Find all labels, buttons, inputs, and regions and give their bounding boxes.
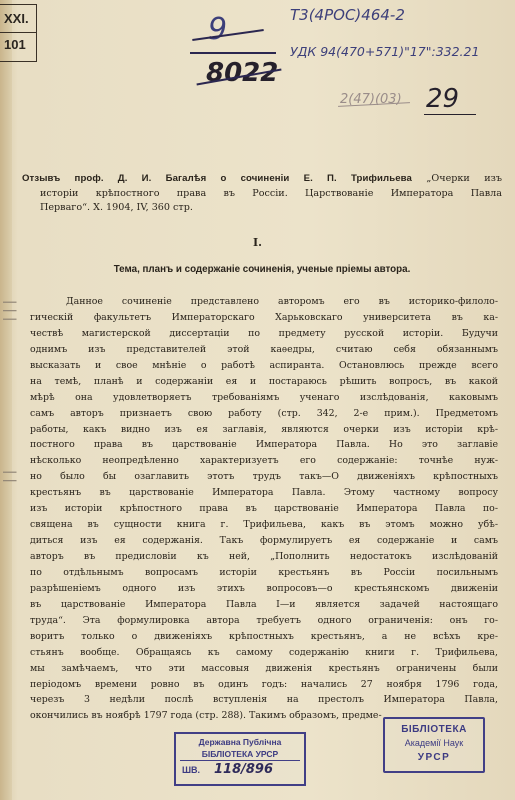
- review-heading: Отзывъ проф. Д. И. Багалѣя о сочиненіи Е. П. Трифильева: [22, 173, 412, 184]
- body-line: авторъ въ предисловіи къ ней, „Пополнить недостатокъ изслѣдованій: [30, 551, 498, 562]
- review-title-block: [22, 172, 502, 216]
- body-line: окончились въ ноябрѣ 1797 года (стр. 288). Такимъ образомъ, предме-: [30, 710, 382, 722]
- body-line: воритъ только о движеніяхъ крѣпостныхъ крестьянъ, а не всѣхъ кре-: [30, 630, 498, 642]
- stamp-public-line1: Державна Публічна: [198, 737, 282, 747]
- handwritten-shelf-number: 9: [208, 12, 228, 47]
- title-line-1: [22, 172, 502, 187]
- body-line: крестьянъ въ царствованіе Императора Павла. Этому частному вопросу: [30, 487, 498, 499]
- academy-library-stamp: [383, 717, 485, 773]
- body-line: нѣсколько неопредѣленно характеризуетъ его содержаніе: точнѣе нуж-: [30, 455, 498, 467]
- body-line: самъ авторъ признаетъ свою работу (стр. 342, 2-е прим.). Предметомъ: [30, 407, 498, 419]
- body-line: изъ исторіи крѣпостного права въ царствованіе Императора Павла по-: [30, 503, 498, 515]
- margin-pencil-mark-1: | | |: [2, 300, 17, 322]
- body-line: однимъ изъ представителей этой каѳедры, считаю себя обязаннымъ: [30, 343, 498, 355]
- body-line: труда“. Эта формулировка автора требуетъ одного ограниченія: онъ го-: [30, 614, 498, 626]
- handwritten-catalog-line2: УДК 94(470+571)"17":332.21: [290, 44, 480, 59]
- section-number: I.: [253, 236, 262, 249]
- body-line: высказать и свое мнѣніе о работѣ аспиранта. Остановлюсь прежде всего: [30, 359, 498, 371]
- stamp-academy-line1: БІБЛІОТЕКА: [401, 724, 467, 735]
- stamp-public-shelf-prefix: ШВ.: [182, 765, 201, 775]
- body-line: гическій факультетъ Императорскаго Харьковскаго университета въ ка-: [30, 311, 498, 323]
- handwritten-catalog-line1: Т3(4РОС)464-2: [290, 6, 405, 24]
- body-line: но было бы озаглавить этотъ трудъ такъ—О движеніяхъ крѣпостныхъ: [30, 471, 498, 483]
- body-line: періодомъ времени ровно въ одинъ годъ: начались 27 ноября 1796 года,: [30, 678, 498, 690]
- body-line: диться изъ ея содержанія. Такъ формулируетъ ея содержаніе и самъ: [30, 535, 498, 547]
- body-line: мы замѣчаемъ, что эти массовыя движенія крестьянъ ограничены были: [30, 662, 498, 674]
- body-line: Данное сочиненіе представлено авторомъ его въ историко-филоло-: [66, 296, 498, 307]
- body-line: мѣрѣ она удовлетворяетъ требованіямъ ученаго изслѣдованія, каковымъ: [30, 391, 498, 403]
- stamp-public-shelf-number: 118/896: [214, 762, 274, 777]
- body-line: чествѣ магистерской диссертаціи по предмету русской исторіи. Будучи: [30, 327, 498, 339]
- strike-line-1: [192, 29, 264, 41]
- underline-2: [424, 114, 476, 115]
- corner-label-divider: [0, 32, 36, 33]
- body-line: по отдѣльнымъ вопросамъ исторіи крестьянъ въ Россіи посильнымъ: [30, 566, 498, 578]
- body-line: работы, какъ видно изъ ея заглавія, являются очерки изъ исторіи крѣ-: [30, 423, 498, 435]
- handwritten-number-right: 29: [426, 84, 460, 114]
- corner-shelf-label: [0, 4, 37, 62]
- title-line-2: исторіи крѣпостного права въ Россіи. Царствованіе Императора Павла: [40, 187, 502, 199]
- title-line-3: Перваго“. X. 1904, IV, 360 стр.: [40, 202, 193, 213]
- stamp-public-line2: БІБЛІОТЕКА УРСР: [180, 749, 300, 761]
- body-text: [30, 294, 498, 724]
- stamp-academy-line3: УРСР: [417, 752, 451, 763]
- body-line: разрѣшеніемъ одного изъ этихъ вопросовъ—о крестьянскомъ движеніи: [30, 582, 498, 594]
- body-line: черезъ 3 недѣли послѣ вступленія на престолъ Императора Павла,: [30, 694, 498, 706]
- handwritten-number-under: 8022: [206, 58, 279, 88]
- body-line: въ царствованіе Императора Павла I—и является задачей настоящаго: [30, 598, 498, 610]
- page-spine-shadow: [0, 0, 12, 800]
- body-line: на темѣ, планѣ и содержаніи ея и постараюсь рѣшить вопросъ, въ какой: [30, 375, 498, 387]
- corner-label-line1: XXI.: [4, 11, 29, 26]
- stamp-academy-line2: Академії Наук: [404, 738, 464, 748]
- corner-label-line2: 101: [4, 37, 26, 52]
- underline-1: [190, 52, 276, 54]
- body-line: священа въ сущности книга г. Трифильева, какъ въ этомъ можно убѣ-: [30, 519, 498, 531]
- public-library-stamp: [174, 732, 306, 786]
- body-line: постного права въ царствованіе Императора Павла. Но это заглавіе: [30, 439, 498, 451]
- review-title-start: „Очерки изъ: [426, 173, 502, 184]
- body-line: стьянъ вообще. Обращаясь къ самому содержанію книги г. Трифильева,: [30, 646, 498, 658]
- margin-pencil-mark-2: | |: [2, 470, 17, 483]
- section-title: Тема, планъ и содержаніе сочиненія, ученые пріемы автора.: [113, 264, 411, 275]
- handwritten-faded-reference: 2(47)(03): [340, 92, 402, 107]
